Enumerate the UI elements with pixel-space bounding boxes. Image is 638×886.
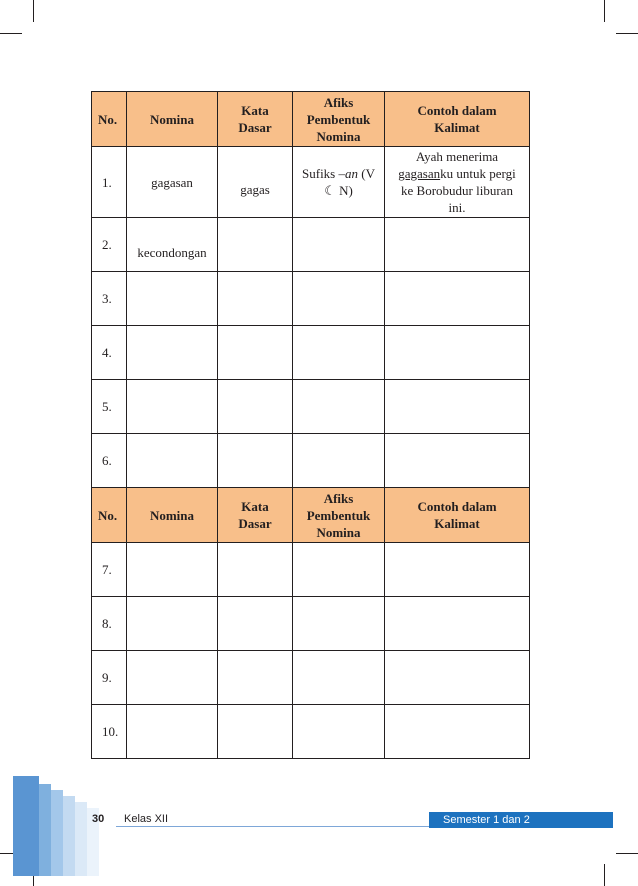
class-label: Kelas XII: [124, 813, 169, 825]
header-nomina: Nomina: [127, 92, 218, 147]
header-kata-dasar: Kata Dasar: [218, 92, 293, 147]
header-afiks: Afiks Pembentuk Nomina: [293, 92, 385, 147]
row-number: 2.: [92, 218, 127, 272]
table-row: [92, 651, 530, 705]
table-row: [92, 705, 530, 759]
nomina-cell: [127, 543, 218, 597]
contoh-cell: [385, 651, 530, 705]
contoh-cell: [385, 272, 530, 326]
nomina-cell: [127, 380, 218, 434]
afiks-cell: [293, 705, 385, 759]
row-number: 8.: [92, 597, 127, 651]
row-number: 10.: [92, 705, 127, 759]
afiks-cell: [293, 434, 385, 488]
table-row: [92, 272, 530, 326]
table-row: [92, 326, 530, 380]
afiks-cell: [293, 326, 385, 380]
nomina-cell: [127, 272, 218, 326]
row-number: 7.: [92, 543, 127, 597]
crop-mark-br-v: [604, 864, 605, 886]
header-no: No.: [92, 488, 127, 543]
nomina-cell: [127, 326, 218, 380]
row-number: 1.: [92, 147, 127, 218]
afiks-cell: [293, 272, 385, 326]
table-row: [92, 597, 530, 651]
nomina-cell: [127, 434, 218, 488]
contoh-cell: [385, 597, 530, 651]
table-row: [92, 147, 530, 218]
header-row: [92, 92, 530, 147]
header-afiks: Afiks Pembentuk Nomina: [293, 488, 385, 543]
footer-decoration-stripes: [13, 776, 108, 876]
contoh-cell: [385, 218, 530, 272]
crop-mark-br-h: [616, 853, 638, 854]
kata-dasar-cell: [218, 326, 293, 380]
row-number: 9.: [92, 651, 127, 705]
afiks-cell: [293, 380, 385, 434]
nomina-cell: [127, 597, 218, 651]
row-number: 3.: [92, 272, 127, 326]
kata-dasar-cell: [218, 597, 293, 651]
afiks-cell: Sufiks –an (V ☾ N): [293, 147, 385, 218]
kata-dasar-cell: [218, 380, 293, 434]
kata-dasar-cell: [218, 272, 293, 326]
footer-rule: [116, 826, 429, 827]
crop-mark-tl-h: [0, 33, 22, 34]
nomina-cell: kecondongan: [127, 218, 218, 272]
contoh-cell: [385, 543, 530, 597]
nomina-cell: gagasan: [127, 147, 218, 218]
kata-dasar-cell: gagas: [218, 147, 293, 218]
header-contoh: Contoh dalam Kalimat: [385, 488, 530, 543]
contoh-cell: [385, 380, 530, 434]
contoh-cell: [385, 434, 530, 488]
kata-dasar-cell: [218, 434, 293, 488]
table-row: [92, 380, 530, 434]
page-number: 30: [92, 813, 105, 825]
crop-mark-tr-h: [616, 33, 638, 34]
crop-mark-tr-v: [604, 0, 605, 22]
afiks-cell: [293, 218, 385, 272]
nomina-table: [91, 91, 530, 759]
header-contoh: Contoh dalam Kalimat: [385, 92, 530, 147]
row-number: 6.: [92, 434, 127, 488]
kata-dasar-cell: [218, 705, 293, 759]
kata-dasar-cell: [218, 218, 293, 272]
header-kata-dasar: Kata Dasar: [218, 488, 293, 543]
nomina-cell: [127, 651, 218, 705]
kata-dasar-cell: [218, 543, 293, 597]
table-row: [92, 543, 530, 597]
contoh-cell: [385, 326, 530, 380]
contoh-cell: Ayah menerima gagasanku untuk pergi ke Borobudur liburan ini.: [385, 147, 530, 218]
crop-mark-tl-v: [33, 0, 34, 22]
table-row: [92, 218, 530, 272]
afiks-cell: [293, 597, 385, 651]
row-number: 4.: [92, 326, 127, 380]
nomina-cell: [127, 705, 218, 759]
semester-badge: Semester 1 dan 2: [429, 812, 613, 828]
table-row: [92, 434, 530, 488]
header-no: No.: [92, 92, 127, 147]
afiks-cell: [293, 651, 385, 705]
row-number: 5.: [92, 380, 127, 434]
contoh-cell: [385, 705, 530, 759]
header-row-repeat: [92, 488, 530, 543]
afiks-cell: [293, 543, 385, 597]
header-nomina: Nomina: [127, 488, 218, 543]
kata-dasar-cell: [218, 651, 293, 705]
